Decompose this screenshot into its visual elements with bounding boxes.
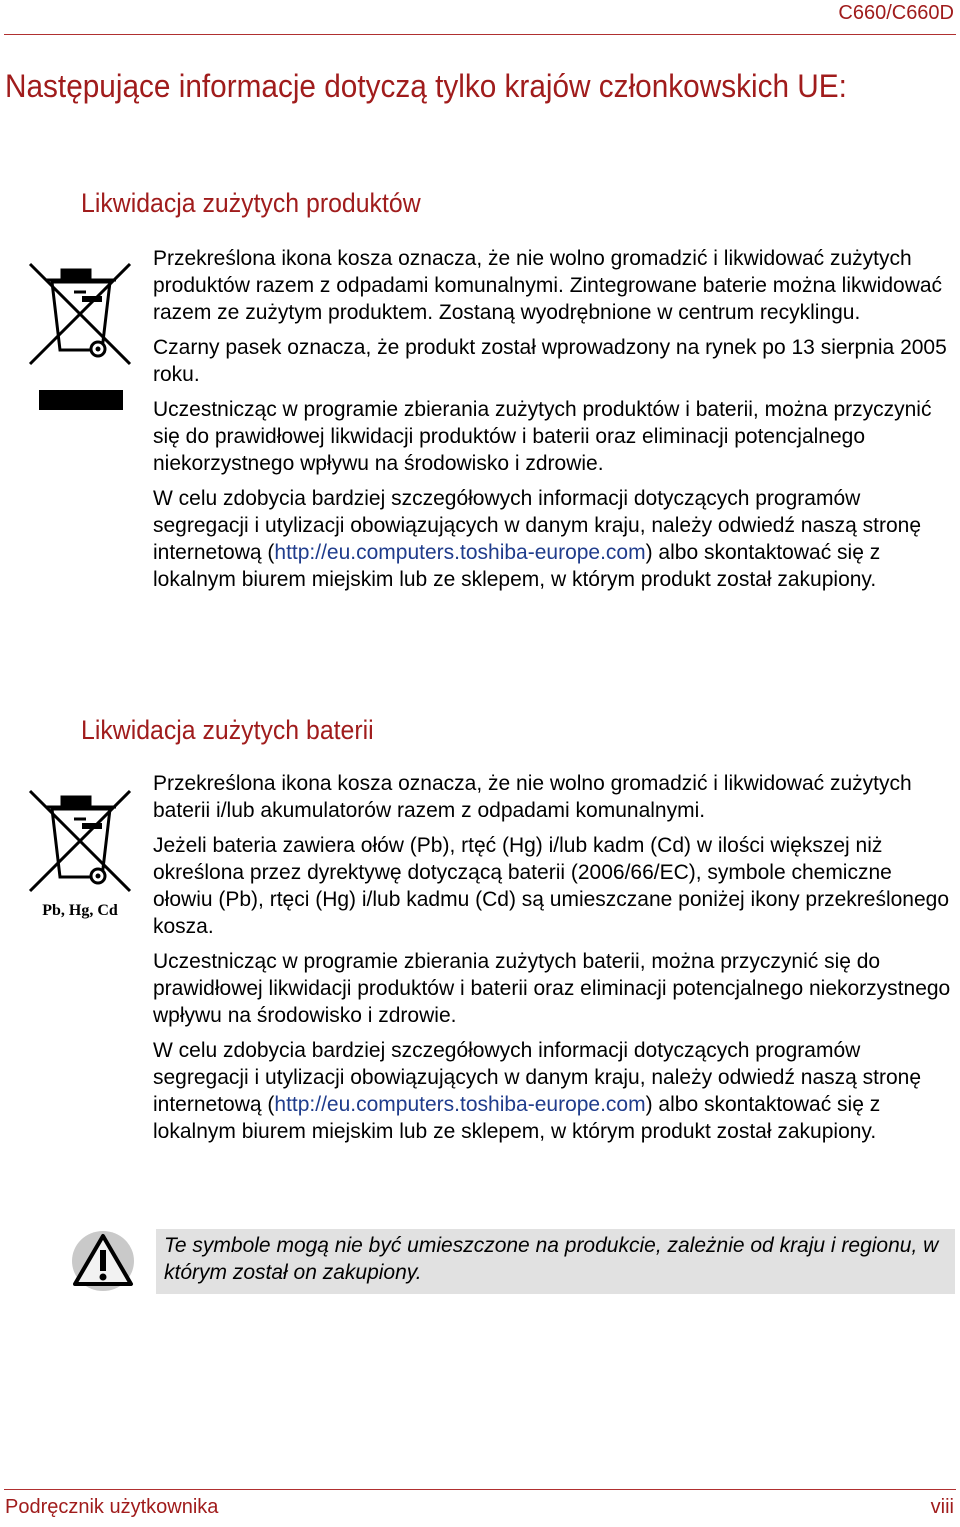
chemical-symbols-caption: Pb, Hg, Cd <box>42 902 118 919</box>
batteries-paragraph: Jeżeli bateria zawiera ołów (Pb), rtęć (Hg) i/lub kadm (Cd) w ilości większej niż określona przez dyrektywę dotyczącą baterii (2006/66/EC), symbole chemiczne ołowiu (Pb), rtęci (Hg) i/lub kadmu (Cd) są umieszczane poniżej ikony przekreślonego kosza. <box>153 834 950 938</box>
batteries-info-after: ) albo skontaktować się z lokalnym biurem miejskim lub ze sklepem, w którym produkt został zakupiony. <box>153 1093 881 1143</box>
crossed-out-bin-icon <box>28 258 132 370</box>
crossed-out-bin-icon <box>28 785 132 897</box>
products-paragraph: Czarny pasek oznacza, że produkt został wprowadzony na rynek po 13 sierpnia 2005 roku. <box>153 336 947 386</box>
black-bar <box>39 390 123 410</box>
page-title: Następujące informacje dotyczą tylko krajów członkowskich UE: <box>5 68 847 104</box>
note-box <box>156 1229 955 1294</box>
products-website-link[interactable]: http://eu.computers.toshiba-europe.com <box>274 541 646 564</box>
batteries-info-before: W celu zdobycia bardziej szczegółowych informacji dotyczących programów segregacji i utylizacji obowiązujących w danym kraju, należy odwiedź naszą stronę internetową ( <box>153 1039 922 1116</box>
batteries-website-link[interactable]: http://eu.computers.toshiba-europe.com <box>274 1093 646 1116</box>
note-text: Te symbole mogą nie być umieszczone na produkcie, zależnie od kraju i regionu, w którym został on zakupiony. <box>164 1234 939 1284</box>
footer-rule <box>4 1489 956 1490</box>
footer-page-number: viii <box>930 1496 954 1518</box>
products-info-after: ) albo skontaktować się z lokalnym biurem miejskim lub ze sklepem, w którym produkt został zakupiony. <box>153 541 881 591</box>
document-model: C660/C660D <box>838 2 954 24</box>
warning-icon <box>71 1230 135 1292</box>
products-text <box>153 245 953 601</box>
products-info-paragraph <box>153 485 953 593</box>
footer-manual-title: Podręcznik użytkownika <box>5 1496 219 1518</box>
batteries-paragraph: Uczestnicząc w programie zbierania zużytych baterii, można przyczynić się do prawidłowej likwidacji produktów i baterii oraz eliminacji potencjalnego niekorzystnego wpływu na środowisko i zdrowie. <box>153 950 951 1027</box>
batteries-info-paragraph <box>153 1037 953 1145</box>
section-title-products: Likwidacja zużytych produktów <box>81 188 421 218</box>
products-info-before: W celu zdobycia bardziej szczegółowych informacji dotyczących programów segregacji i utylizacji obowiązujących w danym kraju, należy odwiedź naszą stronę internetową ( <box>153 487 922 564</box>
batteries-text <box>153 770 953 1153</box>
header-rule <box>4 34 956 35</box>
products-paragraph: Przekreślona ikona kosza oznacza, że nie wolno gromadzić i likwidować zużytych produktów razem z odpadami komunalnymi. Zintegrowane baterie można likwidować razem ze zużytym produktem. Zostaną wyodrębnione w centrum recyklingu. <box>153 247 943 324</box>
batteries-paragraph: Przekreślona ikona kosza oznacza, że nie wolno gromadzić i likwidować zużytych baterii i/lub akumulatorów razem z odpadami komunalnymi. <box>153 772 912 822</box>
products-paragraph: Uczestnicząc w programie zbierania zużytych produktów i baterii, można przyczynić się do prawidłowej likwidacji produktów i baterii oraz eliminacji potencjalnego niekorzystnego wpływu na środowisko i zdrowie. <box>153 398 932 475</box>
section-title-batteries: Likwidacja zużytych baterii <box>81 715 374 745</box>
